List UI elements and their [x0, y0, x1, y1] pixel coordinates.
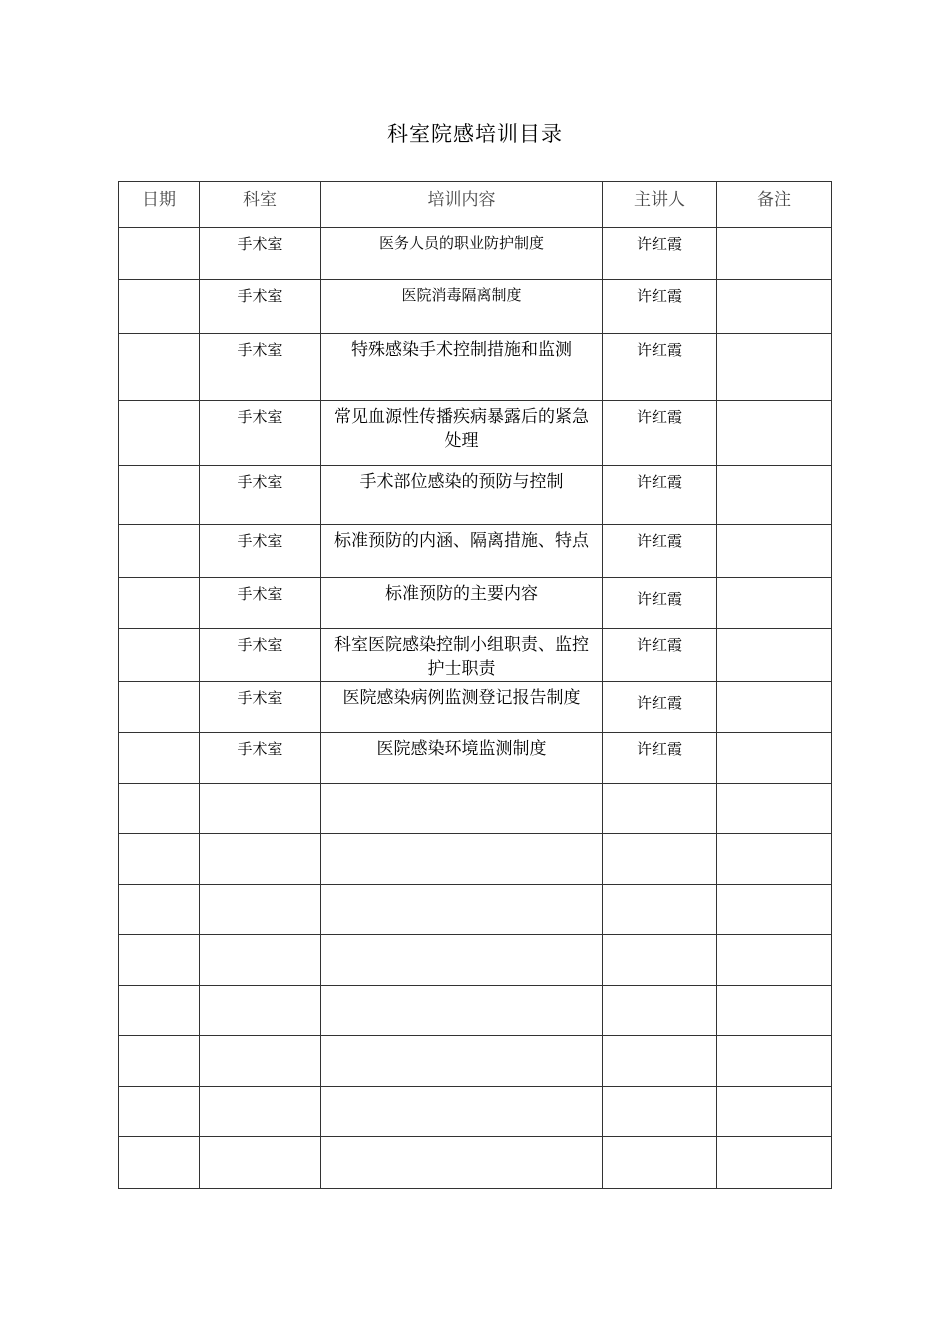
table-row — [119, 525, 832, 578]
speaker-cell — [603, 629, 717, 682]
remark-cell — [717, 885, 832, 935]
dept-cell — [200, 228, 321, 280]
table-row — [119, 733, 832, 784]
content-cell — [321, 228, 603, 280]
speaker-text: 许红霞 — [636, 473, 682, 491]
date-cell — [119, 834, 200, 885]
table-row — [119, 334, 832, 401]
date-cell — [119, 1137, 200, 1189]
table-row — [119, 578, 832, 629]
dept-cell — [200, 629, 321, 682]
content-cell — [321, 1087, 603, 1137]
dept-cell — [200, 986, 321, 1036]
dept-text: 手术室 — [237, 408, 283, 426]
remark-cell — [717, 228, 832, 280]
dept-text: 手术室 — [237, 287, 283, 305]
dept-text: 手术室 — [237, 636, 283, 654]
dept-cell — [200, 885, 321, 935]
content-text: 特殊感染手术控制措施和监测 — [351, 340, 572, 360]
speaker-text: 许红霞 — [636, 341, 682, 359]
empty-row — [119, 784, 832, 834]
speaker-cell — [603, 784, 717, 834]
content-cell — [321, 334, 603, 401]
date-cell — [119, 935, 200, 986]
content-cell — [321, 280, 603, 334]
speaker-text: 许红霞 — [636, 636, 682, 654]
dept-cell — [200, 280, 321, 334]
date-cell — [119, 466, 200, 525]
content-text: 常见血源性传播疾病暴露后的紧急处理 — [334, 407, 589, 451]
dept-text: 手术室 — [237, 532, 283, 550]
speaker-cell — [603, 334, 717, 401]
remark-cell — [717, 466, 832, 525]
empty-row — [119, 1087, 832, 1137]
table-row — [119, 466, 832, 525]
remark-cell — [717, 525, 832, 578]
dept-cell — [200, 401, 321, 466]
speaker-cell — [603, 401, 717, 466]
dept-cell — [200, 834, 321, 885]
speaker-cell — [603, 466, 717, 525]
content-cell — [321, 578, 603, 629]
date-cell — [119, 986, 200, 1036]
content-text: 标准预防的主要内容 — [385, 584, 538, 604]
speaker-cell — [603, 1137, 717, 1189]
date-cell — [119, 280, 200, 334]
speaker-cell — [603, 1036, 717, 1087]
empty-row — [119, 834, 832, 885]
speaker-cell — [603, 935, 717, 986]
content-cell — [321, 733, 603, 784]
table-row — [119, 228, 832, 280]
content-cell — [321, 1137, 603, 1189]
content-cell — [321, 1036, 603, 1087]
dept-cell — [200, 525, 321, 578]
speaker-cell — [603, 228, 717, 280]
dept-text: 手术室 — [237, 235, 283, 253]
content-cell — [321, 629, 603, 682]
remark-cell — [717, 1137, 832, 1189]
dept-text: 手术室 — [237, 585, 283, 603]
content-cell — [321, 525, 603, 578]
speaker-cell — [603, 525, 717, 578]
training-table — [118, 181, 832, 1189]
content-text: 医院消毒隔离制度 — [401, 286, 522, 304]
date-cell — [119, 784, 200, 834]
date-cell — [119, 401, 200, 466]
content-cell — [321, 935, 603, 986]
content-text: 手术部位感染的预防与控制 — [359, 472, 564, 492]
speaker-cell — [603, 733, 717, 784]
empty-row — [119, 885, 832, 935]
remark-cell — [717, 334, 832, 401]
dept-text: 手术室 — [237, 689, 283, 707]
content-cell — [321, 682, 603, 733]
remark-cell — [717, 834, 832, 885]
dept-cell — [200, 1087, 321, 1137]
dept-cell — [200, 682, 321, 733]
speaker-text: 许红霞 — [636, 532, 682, 550]
dept-cell — [200, 733, 321, 784]
content-text: 医院感染病例监测登记报告制度 — [342, 688, 581, 708]
remark-cell — [717, 935, 832, 986]
table-row — [119, 280, 832, 334]
content-text: 医院感染环境监测制度 — [376, 739, 547, 759]
date-cell — [119, 334, 200, 401]
table-header-row — [119, 182, 832, 228]
date-cell — [119, 682, 200, 733]
date-cell — [119, 578, 200, 629]
speaker-cell — [603, 986, 717, 1036]
empty-row — [119, 935, 832, 986]
remark-cell — [717, 733, 832, 784]
content-cell — [321, 784, 603, 834]
header-dept: 科室 — [200, 182, 321, 228]
empty-row — [119, 1036, 832, 1087]
content-cell — [321, 401, 603, 466]
remark-cell — [717, 401, 832, 466]
table-row — [119, 682, 832, 733]
remark-cell — [717, 629, 832, 682]
table-row — [119, 401, 832, 466]
date-cell — [119, 1087, 200, 1137]
dept-cell — [200, 466, 321, 525]
speaker-text: 许红霞 — [636, 590, 682, 608]
header-content: 培训内容 — [321, 182, 603, 228]
content-cell — [321, 466, 603, 525]
speaker-cell — [603, 280, 717, 334]
date-cell — [119, 228, 200, 280]
speaker-cell — [603, 885, 717, 935]
dept-text: 手术室 — [237, 740, 283, 758]
dept-cell — [200, 784, 321, 834]
remark-cell — [717, 784, 832, 834]
table-row — [119, 629, 832, 682]
date-cell — [119, 1036, 200, 1087]
page-title: 科室院感培训目录 — [387, 122, 563, 146]
date-cell — [119, 885, 200, 935]
date-cell — [119, 629, 200, 682]
speaker-text: 许红霞 — [636, 408, 682, 426]
dept-cell — [200, 935, 321, 986]
speaker-cell — [603, 682, 717, 733]
speaker-cell — [603, 1087, 717, 1137]
content-text: 医务人员的职业防护制度 — [378, 234, 544, 252]
dept-cell — [200, 578, 321, 629]
dept-cell — [200, 1036, 321, 1087]
header-speaker: 主讲人 — [603, 182, 717, 228]
remark-cell — [717, 682, 832, 733]
content-cell — [321, 885, 603, 935]
speaker-text: 许红霞 — [636, 694, 682, 712]
speaker-cell — [603, 578, 717, 629]
content-cell — [321, 834, 603, 885]
header-date: 日期 — [119, 182, 200, 228]
remark-cell — [717, 1087, 832, 1137]
empty-row — [119, 986, 832, 1036]
content-cell — [321, 986, 603, 1036]
empty-row — [119, 1137, 832, 1189]
content-text: 标准预防的内涵、隔离措施、特点 — [334, 531, 589, 551]
dept-cell — [200, 1137, 321, 1189]
remark-cell — [717, 280, 832, 334]
remark-cell — [717, 986, 832, 1036]
speaker-text: 许红霞 — [636, 235, 682, 253]
remark-cell — [717, 1036, 832, 1087]
date-cell — [119, 733, 200, 784]
date-cell — [119, 525, 200, 578]
speaker-text: 许红霞 — [636, 740, 682, 758]
speaker-text: 许红霞 — [636, 287, 682, 305]
dept-text: 手术室 — [237, 473, 283, 491]
dept-cell — [200, 334, 321, 401]
dept-text: 手术室 — [237, 341, 283, 359]
remark-cell — [717, 578, 832, 629]
speaker-cell — [603, 834, 717, 885]
header-remark: 备注 — [717, 182, 832, 228]
content-text: 科室医院感染控制小组职责、监控护士职责 — [334, 635, 589, 679]
